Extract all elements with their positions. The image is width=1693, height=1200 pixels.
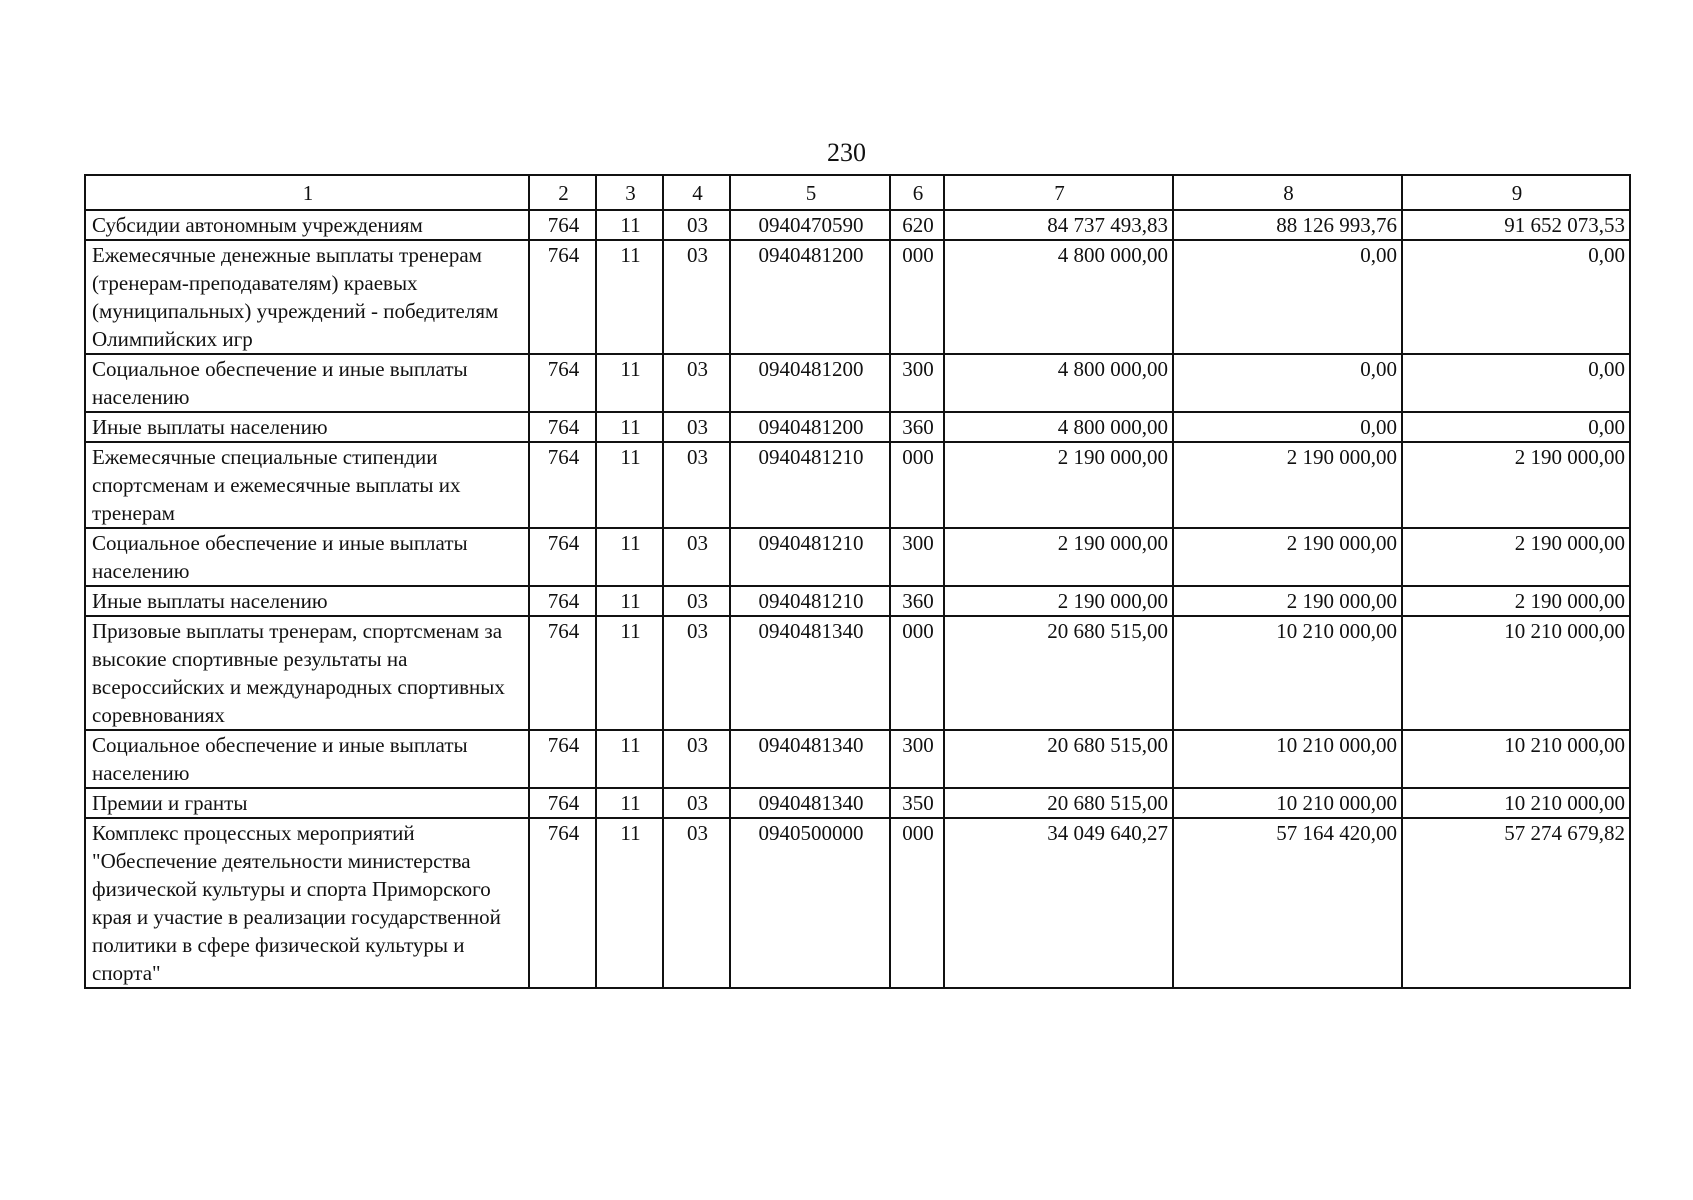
table-row bbox=[85, 788, 1630, 818]
amount-cell: 2 190 000,00 bbox=[944, 528, 1173, 586]
amount-cell: 0,00 bbox=[1173, 240, 1402, 354]
table-body bbox=[85, 210, 1630, 988]
amount-cell: 2 190 000,00 bbox=[1173, 442, 1402, 528]
amount-cell: 91 652 073,53 bbox=[1402, 210, 1630, 240]
row-name-cell: Ежемесячные денежные выплаты тренерам (тренерам-преподавателям) краевых (муниципальных) учреждений - победителям Олимпийских игр bbox=[85, 240, 529, 354]
code-cell: 764 bbox=[529, 586, 596, 616]
column-header: 3 bbox=[596, 175, 663, 210]
amount-cell: 0,00 bbox=[1402, 412, 1630, 442]
row-name-cell: Иные выплаты населению bbox=[85, 412, 529, 442]
table-row bbox=[85, 442, 1630, 528]
code-cell: 11 bbox=[596, 442, 663, 528]
amount-cell: 0,00 bbox=[1173, 412, 1402, 442]
code-cell: 03 bbox=[663, 528, 730, 586]
column-header: 9 bbox=[1402, 175, 1630, 210]
code-cell: 11 bbox=[596, 730, 663, 788]
code-cell: 11 bbox=[596, 240, 663, 354]
amount-cell: 84 737 493,83 bbox=[944, 210, 1173, 240]
code-cell: 764 bbox=[529, 354, 596, 412]
code-cell: 11 bbox=[596, 616, 663, 730]
code-cell: 03 bbox=[663, 354, 730, 412]
amount-cell: 2 190 000,00 bbox=[1402, 442, 1630, 528]
code-cell: 000 bbox=[890, 616, 944, 730]
table-row bbox=[85, 354, 1630, 412]
column-header: 6 bbox=[890, 175, 944, 210]
row-name-cell: Премии и гранты bbox=[85, 788, 529, 818]
code-cell: 0940481340 bbox=[730, 616, 890, 730]
code-cell: 620 bbox=[890, 210, 944, 240]
code-cell: 764 bbox=[529, 818, 596, 988]
code-cell: 0940481340 bbox=[730, 730, 890, 788]
code-cell: 0940481210 bbox=[730, 586, 890, 616]
code-cell: 11 bbox=[596, 818, 663, 988]
amount-cell: 2 190 000,00 bbox=[1402, 528, 1630, 586]
table-row bbox=[85, 240, 1630, 354]
code-cell: 000 bbox=[890, 442, 944, 528]
code-cell: 764 bbox=[529, 528, 596, 586]
amount-cell: 20 680 515,00 bbox=[944, 730, 1173, 788]
code-cell: 03 bbox=[663, 412, 730, 442]
code-cell: 764 bbox=[529, 210, 596, 240]
code-cell: 360 bbox=[890, 412, 944, 442]
code-cell: 764 bbox=[529, 788, 596, 818]
column-header: 7 bbox=[944, 175, 1173, 210]
code-cell: 11 bbox=[596, 210, 663, 240]
amount-cell: 4 800 000,00 bbox=[944, 240, 1173, 354]
row-name-cell: Призовые выплаты тренерам, спортсменам за высокие спортивные результаты на всероссийских и международных спортивных соревнованиях bbox=[85, 616, 529, 730]
table-row bbox=[85, 412, 1630, 442]
budget-table bbox=[84, 174, 1631, 989]
code-cell: 0940481200 bbox=[730, 412, 890, 442]
code-cell: 03 bbox=[663, 210, 730, 240]
amount-cell: 4 800 000,00 bbox=[944, 354, 1173, 412]
code-cell: 11 bbox=[596, 586, 663, 616]
code-cell: 03 bbox=[663, 442, 730, 528]
code-cell: 300 bbox=[890, 730, 944, 788]
column-header: 4 bbox=[663, 175, 730, 210]
amount-cell: 2 190 000,00 bbox=[1402, 586, 1630, 616]
amount-cell: 10 210 000,00 bbox=[1402, 788, 1630, 818]
code-cell: 0940481200 bbox=[730, 240, 890, 354]
table-header bbox=[85, 175, 1630, 210]
code-cell: 0940481210 bbox=[730, 528, 890, 586]
table-row bbox=[85, 586, 1630, 616]
code-cell: 11 bbox=[596, 412, 663, 442]
amount-cell: 2 190 000,00 bbox=[944, 442, 1173, 528]
amount-cell: 2 190 000,00 bbox=[1173, 528, 1402, 586]
code-cell: 11 bbox=[596, 528, 663, 586]
code-cell: 0940500000 bbox=[730, 818, 890, 988]
code-cell: 03 bbox=[663, 730, 730, 788]
page-number: 230 bbox=[827, 138, 866, 167]
amount-cell: 2 190 000,00 bbox=[944, 586, 1173, 616]
code-cell: 764 bbox=[529, 240, 596, 354]
amount-cell: 20 680 515,00 bbox=[944, 616, 1173, 730]
row-name-cell: Социальное обеспечение и иные выплаты населению bbox=[85, 354, 529, 412]
code-cell: 03 bbox=[663, 616, 730, 730]
code-cell: 0940481340 bbox=[730, 788, 890, 818]
amount-cell: 4 800 000,00 bbox=[944, 412, 1173, 442]
column-header: 5 bbox=[730, 175, 890, 210]
table-row bbox=[85, 210, 1630, 240]
code-cell: 0940481200 bbox=[730, 354, 890, 412]
amount-cell: 34 049 640,27 bbox=[944, 818, 1173, 988]
amount-cell: 88 126 993,76 bbox=[1173, 210, 1402, 240]
code-cell: 300 bbox=[890, 528, 944, 586]
amount-cell: 10 210 000,00 bbox=[1173, 730, 1402, 788]
code-cell: 000 bbox=[890, 818, 944, 988]
column-header: 1 bbox=[85, 175, 529, 210]
amount-cell: 10 210 000,00 bbox=[1173, 616, 1402, 730]
table-row bbox=[85, 528, 1630, 586]
code-cell: 0940470590 bbox=[730, 210, 890, 240]
amount-cell: 0,00 bbox=[1173, 354, 1402, 412]
code-cell: 360 bbox=[890, 586, 944, 616]
code-cell: 11 bbox=[596, 354, 663, 412]
code-cell: 03 bbox=[663, 788, 730, 818]
amount-cell: 10 210 000,00 bbox=[1402, 730, 1630, 788]
code-cell: 300 bbox=[890, 354, 944, 412]
amount-cell: 0,00 bbox=[1402, 354, 1630, 412]
row-name-cell: Субсидии автономным учреждениям bbox=[85, 210, 529, 240]
amount-cell: 57 164 420,00 bbox=[1173, 818, 1402, 988]
table-row bbox=[85, 730, 1630, 788]
row-name-cell: Иные выплаты населению bbox=[85, 586, 529, 616]
row-name-cell: Комплекс процессных мероприятий "Обеспечение деятельности министерства физической культуры и спорта Приморского края и участие в реализации государственной политики в сфере физической культуры и спорта" bbox=[85, 818, 529, 988]
column-header: 2 bbox=[529, 175, 596, 210]
code-cell: 0940481210 bbox=[730, 442, 890, 528]
amount-cell: 10 210 000,00 bbox=[1173, 788, 1402, 818]
code-cell: 764 bbox=[529, 412, 596, 442]
amount-cell: 57 274 679,82 bbox=[1402, 818, 1630, 988]
column-header: 8 bbox=[1173, 175, 1402, 210]
code-cell: 03 bbox=[663, 240, 730, 354]
row-name-cell: Социальное обеспечение и иные выплаты населению bbox=[85, 730, 529, 788]
code-cell: 350 bbox=[890, 788, 944, 818]
code-cell: 000 bbox=[890, 240, 944, 354]
amount-cell: 20 680 515,00 bbox=[944, 788, 1173, 818]
code-cell: 11 bbox=[596, 788, 663, 818]
code-cell: 03 bbox=[663, 586, 730, 616]
code-cell: 03 bbox=[663, 818, 730, 988]
code-cell: 764 bbox=[529, 616, 596, 730]
row-name-cell: Социальное обеспечение и иные выплаты населению bbox=[85, 528, 529, 586]
table-row bbox=[85, 616, 1630, 730]
amount-cell: 10 210 000,00 bbox=[1402, 616, 1630, 730]
table-row bbox=[85, 818, 1630, 988]
code-cell: 764 bbox=[529, 442, 596, 528]
amount-cell: 2 190 000,00 bbox=[1173, 586, 1402, 616]
row-name-cell: Ежемесячные специальные стипендии спортсменам и ежемесячные выплаты их тренерам bbox=[85, 442, 529, 528]
code-cell: 764 bbox=[529, 730, 596, 788]
amount-cell: 0,00 bbox=[1402, 240, 1630, 354]
